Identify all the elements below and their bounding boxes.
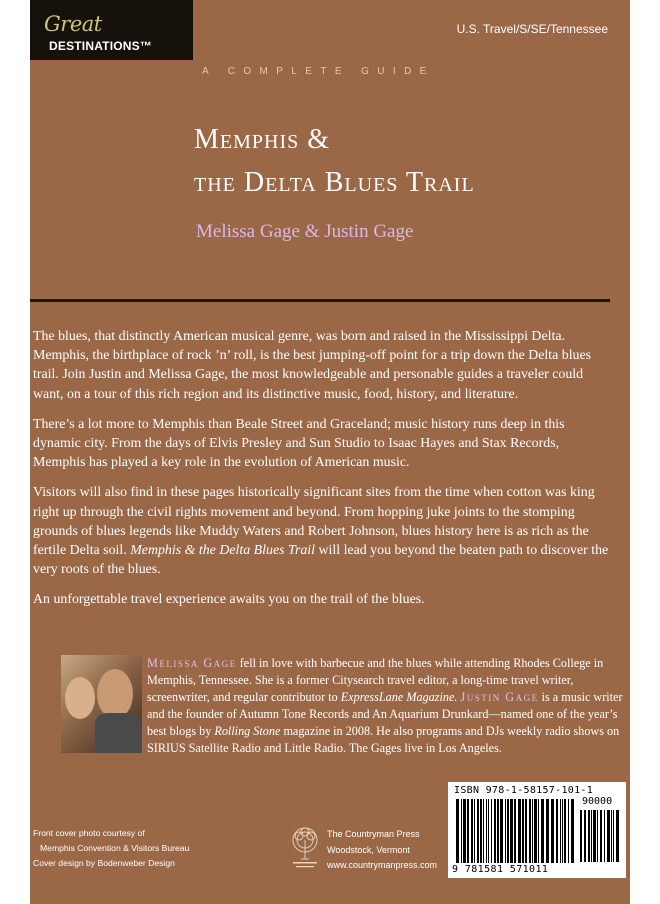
series-logo bbox=[30, 0, 193, 60]
barcode-stripe bbox=[529, 799, 531, 863]
barcode-stripe bbox=[604, 810, 605, 862]
barcode-stripe bbox=[507, 799, 509, 863]
bio-name-melissa: Melissa Gage bbox=[147, 656, 237, 670]
book-title-line1: Memphis & bbox=[194, 124, 331, 155]
barcode-stripe bbox=[463, 799, 466, 863]
barcode-stripe bbox=[571, 799, 574, 863]
publisher-url: www.countrymanpress.com bbox=[327, 860, 438, 871]
barcode-stripe bbox=[461, 799, 462, 863]
tagline: A COMPLETE GUIDE bbox=[202, 66, 435, 77]
barcode-number: 9 781581 571011 bbox=[452, 864, 549, 875]
book-title-line2: the Delta Blues Trail bbox=[194, 167, 475, 198]
publisher-info bbox=[327, 827, 437, 874]
barcode-stripe bbox=[471, 799, 473, 863]
barcode-stripe bbox=[500, 799, 503, 863]
author-photo bbox=[61, 655, 142, 753]
bio-italic: ExpressLane Magazine. bbox=[340, 689, 458, 704]
barcode-stripe bbox=[556, 799, 558, 863]
barcode-stripe bbox=[616, 810, 619, 862]
barcode-stripe bbox=[488, 799, 489, 863]
barcode-bars bbox=[456, 799, 574, 863]
description-paragraph: There’s a lot more to Memphis than Beale Street and Graceland; music history runs deep in this dynamic city. From the days of Elvis Presley and Sun Studio to Isaac Hayes and Stax Records, Memphis has played a key role in the evolution of American music. bbox=[33, 416, 565, 471]
barcode-stripe bbox=[510, 799, 513, 863]
credit-line: Memphis Convention & Visitors Bureau bbox=[40, 843, 190, 853]
barcode-stripe bbox=[538, 799, 539, 863]
barcode-stripe bbox=[518, 799, 521, 863]
logo-great-text: Great bbox=[44, 12, 102, 36]
bio-italic: Rolling Stone bbox=[214, 723, 281, 738]
barcode-stripe bbox=[491, 799, 492, 863]
paragraph-text: will lead you beyond the beaten path to discover the very roots of the blues. bbox=[33, 543, 609, 578]
bio-text: is a music writer and the founder of Autumn Tone Records and An Aquarium Drunkard—named one of the year’s best blogs by bbox=[147, 689, 623, 738]
barcode-stripe bbox=[560, 799, 561, 863]
publisher-tree-icon bbox=[287, 825, 323, 871]
price-barcode-bars bbox=[580, 810, 620, 862]
bio-text: fell in love with barbecue and the blues while attending Rhodes College in Memphis, Tennessee. She is a former Citysearch travel editor, a long-time travel writer, screenwriter, and regular contributor to bbox=[147, 656, 604, 704]
category-label: U.S. Travel/S/SE/Tennessee bbox=[456, 22, 608, 36]
barcode-stripe bbox=[480, 799, 482, 863]
barcode-stripe bbox=[568, 799, 569, 863]
description-paragraph: The blues, that distinctly American musical genre, was born and raised in the Mississippi Delta. Memphis, the birthplace of rock ’n’ roll, is the best jumping-off point for a trip down the Delta blues trail. Join Justin and Melissa Gage, the most knowledgeable and personable guides a traveler could want, on a tour of this rich region and its distinctive music, food, history, and literature. bbox=[33, 329, 592, 402]
barcode-stripe bbox=[597, 810, 598, 862]
authors: Melissa Gage & Justin Gage bbox=[196, 221, 414, 242]
barcode-stripe bbox=[611, 810, 612, 862]
barcode-stripe bbox=[541, 799, 544, 863]
barcode-stripe bbox=[580, 810, 582, 862]
barcode-stripe bbox=[514, 799, 516, 863]
barcode-stripe bbox=[613, 810, 614, 862]
barcode-stripe bbox=[477, 799, 479, 863]
publisher-name: The Countryman Press bbox=[327, 829, 420, 839]
paragraph-text: Visitors will also find in these pages historically significant sites from the time when cotton was king right up through the civil rights movement and beyond. From hopping juke joints to the stomping grounds of blues legends like Muddy Waters and Robert Johnson, blues history here is as rich as the fertile Delta soil. bbox=[33, 485, 595, 559]
barcode-stripe bbox=[593, 810, 596, 862]
barcode-stripe bbox=[588, 810, 590, 862]
barcode-stripe bbox=[505, 799, 506, 863]
credit-line: Cover design by Bodenweber Design bbox=[33, 858, 175, 868]
barcode-stripe bbox=[522, 799, 524, 863]
barcode-stripe bbox=[600, 810, 602, 862]
barcode-stripe bbox=[564, 799, 566, 863]
barcode-stripe bbox=[534, 799, 537, 863]
description bbox=[33, 327, 613, 621]
barcode-stripe bbox=[546, 799, 549, 863]
publisher-location: Woodstock, Vermont bbox=[327, 844, 410, 855]
cover-credits bbox=[33, 826, 189, 871]
barcode-stripe bbox=[497, 799, 499, 863]
book-title-italic: Memphis & the Delta Blues Trail bbox=[130, 543, 316, 559]
barcode-stripe bbox=[562, 799, 563, 863]
bio-name-justin: Justin Gage bbox=[460, 689, 539, 704]
barcode-stripe bbox=[607, 810, 610, 862]
barcode-stripe bbox=[486, 799, 487, 863]
barcode-stripe bbox=[591, 810, 592, 862]
bio-text: magazine in 2008. He also programs and DJs weekly radio shows on SIRIUS Satellite Radio and Little Radio. The Gages live in Los Angeles. bbox=[147, 723, 620, 755]
barcode-stripe bbox=[456, 799, 459, 863]
barcode-stripe bbox=[467, 799, 469, 863]
logo-destinations-text: DESTINATIONS™ bbox=[49, 39, 153, 53]
price-code: 90000 bbox=[582, 796, 613, 807]
barcode-stripe bbox=[584, 810, 586, 862]
isbn-text: ISBN 978-1-58157-101-1 bbox=[454, 785, 594, 796]
barcode-stripe bbox=[551, 799, 554, 863]
author-bio bbox=[147, 655, 625, 756]
barcode bbox=[448, 782, 626, 878]
barcode-stripe bbox=[494, 799, 496, 863]
description-paragraph: An unforgettable travel experience awaits you on the trail of the blues. bbox=[33, 592, 425, 608]
book-back-cover bbox=[30, 0, 630, 904]
barcode-stripe bbox=[474, 799, 475, 863]
barcode-stripe bbox=[532, 799, 533, 863]
credit-line: Front cover photo courtesy of bbox=[33, 828, 145, 838]
barcode-stripe bbox=[525, 799, 527, 863]
barcode-stripe bbox=[483, 799, 484, 863]
divider-rule bbox=[30, 299, 610, 302]
description-paragraph bbox=[33, 483, 613, 579]
